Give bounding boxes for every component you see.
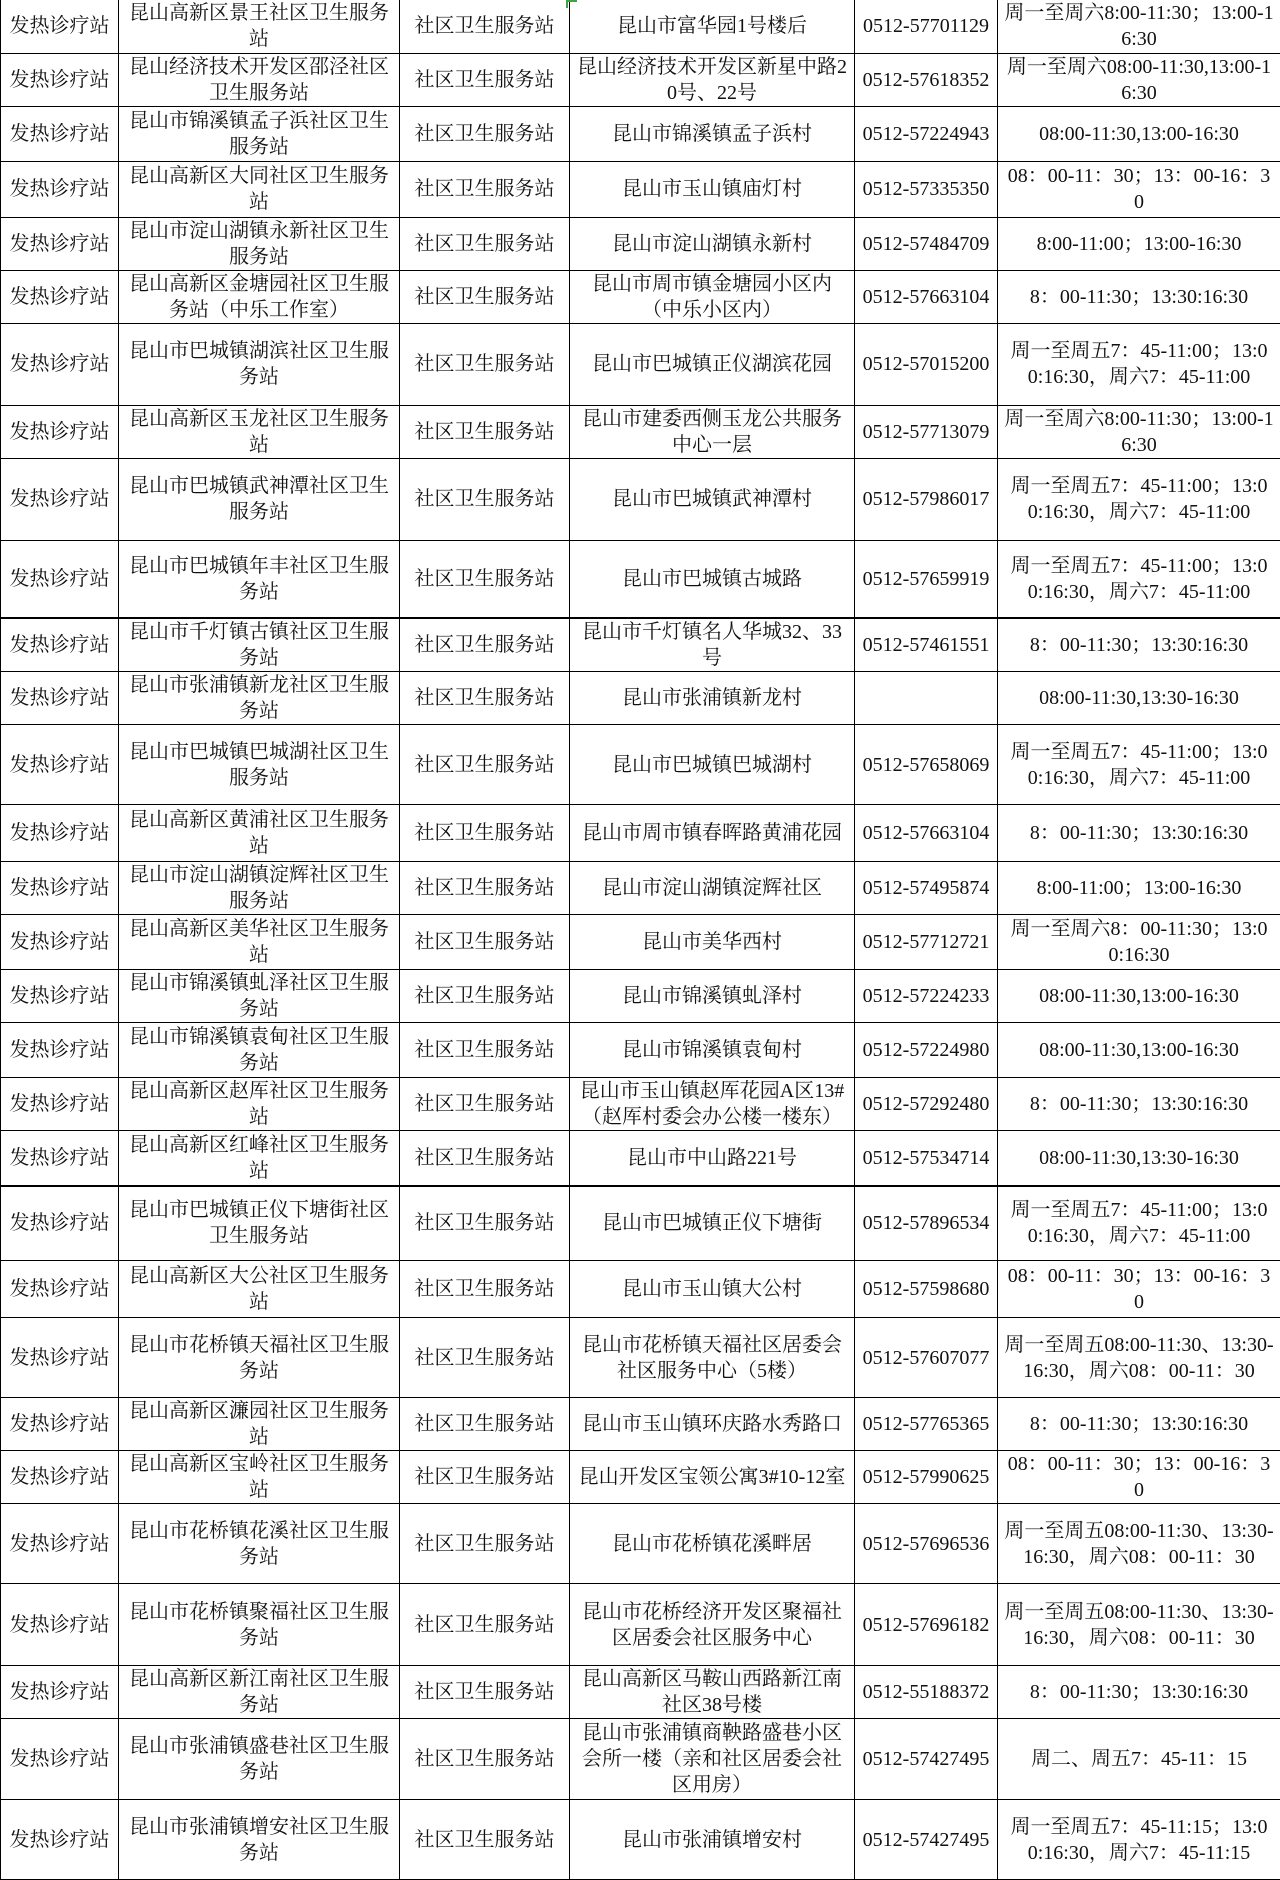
station-category-cell: 发热诊疗站: [1, 1186, 119, 1261]
phone-cell: [855, 672, 998, 725]
phone-cell: 0512-57663104: [855, 270, 998, 323]
table-row: [1, 1398, 1280, 1451]
station-name-cell: 昆山市巴城镇巴城湖社区卫生服务站: [119, 725, 400, 805]
hours-cell: 8：00-11:30；13:30:16:30: [998, 805, 1280, 862]
hours-cell: 08:00-11:30,13:00-16:30: [998, 970, 1280, 1023]
address-cell: 昆山市张浦镇增安村: [570, 1800, 855, 1880]
station-type-cell: 社区卫生服务站: [400, 1078, 570, 1131]
station-type-cell: 社区卫生服务站: [400, 1318, 570, 1398]
station-type-cell: 社区卫生服务站: [400, 1719, 570, 1800]
hours-cell: 08:00-11:30,13:30-16:30: [998, 1131, 1280, 1186]
station-name-cell: 昆山高新区美华社区卫生服务站: [119, 915, 400, 970]
phone-cell: 0512-57292480: [855, 1078, 998, 1131]
phone-cell: 0512-57990625: [855, 1451, 998, 1504]
address-cell: 昆山市花桥镇花溪畔居: [570, 1504, 855, 1584]
station-name-cell: 昆山高新区大公社区卫生服务站: [119, 1261, 400, 1318]
address-cell: 昆山市淀山湖镇淀辉社区: [570, 862, 855, 915]
address-cell: 昆山市美华西村: [570, 915, 855, 970]
station-name-cell: 昆山高新区金塘园社区卫生服务站（中乐工作室）: [119, 270, 400, 323]
hours-cell: 08：00-11：30；13：00-16：30: [998, 161, 1280, 217]
station-type-cell: 社区卫生服务站: [400, 618, 570, 672]
table-row: [1, 1504, 1280, 1584]
table-row: [1, 458, 1280, 540]
station-category-cell: 发热诊疗站: [1, 540, 119, 618]
station-category-cell: 发热诊疗站: [1, 1666, 119, 1719]
station-name-cell: 昆山高新区玉龙社区卫生服务站: [119, 405, 400, 458]
station-type-cell: 社区卫生服务站: [400, 540, 570, 618]
station-category-cell: 发热诊疗站: [1, 1261, 119, 1318]
station-type-cell: 社区卫生服务站: [400, 1800, 570, 1880]
address-cell: 昆山市千灯镇名人华城32、33号: [570, 618, 855, 672]
station-category-cell: 发热诊疗站: [1, 1584, 119, 1666]
address-cell: 昆山市玉山镇大公村: [570, 1261, 855, 1318]
station-category-cell: 发热诊疗站: [1, 1504, 119, 1584]
station-name-cell: 昆山市花桥镇花溪社区卫生服务站: [119, 1504, 400, 1584]
station-category-cell: 发热诊疗站: [1, 1023, 119, 1078]
phone-cell: 0512-57484709: [855, 217, 998, 270]
address-cell: 昆山市周市镇金塘园小区内（中乐小区内）: [570, 270, 855, 323]
address-cell: 昆山市周市镇春晖路黄浦花园: [570, 805, 855, 862]
table-row: [1, 161, 1280, 217]
phone-cell: 0512-55188372: [855, 1666, 998, 1719]
station-name-cell: 昆山市淀山湖镇永新社区卫生服务站: [119, 217, 400, 270]
table-row: [1, 1451, 1280, 1504]
phone-cell: 0512-57696182: [855, 1584, 998, 1666]
address-cell: 昆山市张浦镇新龙村: [570, 672, 855, 725]
station-name-cell: 昆山高新区濂园社区卫生服务站: [119, 1398, 400, 1451]
phone-cell: 0512-57495874: [855, 862, 998, 915]
phone-cell: 0512-57618352: [855, 53, 998, 106]
table-row: [1, 915, 1280, 970]
table-row: [1, 106, 1280, 161]
phone-cell: 0512-57986017: [855, 458, 998, 540]
station-type-cell: 社区卫生服务站: [400, 725, 570, 805]
table-row: [1, 862, 1280, 915]
station-name-cell: 昆山市淀山湖镇淀辉社区卫生服务站: [119, 862, 400, 915]
table-row: [1, 1078, 1280, 1131]
station-name-cell: 昆山市张浦镇新龙社区卫生服务站: [119, 672, 400, 725]
fever-clinic-table-body: [1, 0, 1280, 1880]
table-row: [1, 1318, 1280, 1398]
hours-cell: 08:00-11:30,13:00-16:30: [998, 1023, 1280, 1078]
address-cell: 昆山市中山路221号: [570, 1131, 855, 1186]
table-row: [1, 1584, 1280, 1666]
station-category-cell: 发热诊疗站: [1, 1451, 119, 1504]
hours-cell: 周一至周六8:00-11:30；13:00-16:30: [998, 0, 1280, 53]
station-name-cell: 昆山市锦溪镇虬泽社区卫生服务站: [119, 970, 400, 1023]
station-category-cell: 发热诊疗站: [1, 217, 119, 270]
station-category-cell: 发热诊疗站: [1, 0, 119, 53]
station-type-cell: 社区卫生服务站: [400, 405, 570, 458]
station-category-cell: 发热诊疗站: [1, 672, 119, 725]
table-row: [1, 540, 1280, 618]
station-category-cell: 发热诊疗站: [1, 1318, 119, 1398]
table-row: [1, 1719, 1280, 1800]
hours-cell: 周一至周六8:00-11:30；13:00-16:30: [998, 405, 1280, 458]
station-category-cell: 发热诊疗站: [1, 915, 119, 970]
table-row: [1, 217, 1280, 270]
address-cell: 昆山经济技术开发区新星中路20号、22号: [570, 53, 855, 106]
station-category-cell: 发热诊疗站: [1, 1398, 119, 1451]
address-cell: 昆山市玉山镇庙灯村: [570, 161, 855, 217]
address-cell: 昆山市巴城镇巴城湖村: [570, 725, 855, 805]
station-name-cell: 昆山高新区黄浦社区卫生服务站: [119, 805, 400, 862]
station-category-cell: 发热诊疗站: [1, 1719, 119, 1800]
station-name-cell: 昆山市锦溪镇孟子浜社区卫生服务站: [119, 106, 400, 161]
table-row: [1, 53, 1280, 106]
station-type-cell: 社区卫生服务站: [400, 1261, 570, 1318]
hours-cell: 08:00-11:30,13:00-16:30: [998, 106, 1280, 161]
station-name-cell: 昆山高新区红峰社区卫生服务站: [119, 1131, 400, 1186]
station-name-cell: 昆山市花桥镇天福社区卫生服务站: [119, 1318, 400, 1398]
address-cell: 昆山市巴城镇古城路: [570, 540, 855, 618]
table-row: [1, 323, 1280, 405]
address-cell: 昆山市锦溪镇袁甸村: [570, 1023, 855, 1078]
station-category-cell: 发热诊疗站: [1, 1800, 119, 1880]
station-name-cell: 昆山高新区宝岭社区卫生服务站: [119, 1451, 400, 1504]
station-category-cell: 发热诊疗站: [1, 53, 119, 106]
hours-cell: 周一至周五7：45-11:00；13:00:16:30，周六7：45-11:00: [998, 323, 1280, 405]
hours-cell: 周二、周五7：45-11：15: [998, 1719, 1280, 1800]
station-type-cell: 社区卫生服务站: [400, 161, 570, 217]
station-type-cell: 社区卫生服务站: [400, 862, 570, 915]
hours-cell: 8：00-11:30；13:30:16:30: [998, 1398, 1280, 1451]
hours-cell: 8：00-11:30；13:30:16:30: [998, 1078, 1280, 1131]
table-row: [1, 618, 1280, 672]
station-type-cell: 社区卫生服务站: [400, 1398, 570, 1451]
table-row: [1, 1023, 1280, 1078]
station-name-cell: 昆山市千灯镇古镇社区卫生服务站: [119, 618, 400, 672]
hours-cell: 周一至周五08:00-11:30、13:30-16:30，周六08：00-11：30: [998, 1504, 1280, 1584]
address-cell: 昆山市淀山湖镇永新村: [570, 217, 855, 270]
station-type-cell: 社区卫生服务站: [400, 270, 570, 323]
address-cell: 昆山高新区马鞍山西路新江南社区38号楼: [570, 1666, 855, 1719]
station-category-cell: 发热诊疗站: [1, 725, 119, 805]
table-row: [1, 1131, 1280, 1186]
hours-cell: 8：00-11:30；13:30:16:30: [998, 1666, 1280, 1719]
hours-cell: 08：00-11：30；13：00-16：30: [998, 1261, 1280, 1318]
table-row: [1, 805, 1280, 862]
table-row: [1, 725, 1280, 805]
station-category-cell: 发热诊疗站: [1, 1078, 119, 1131]
station-type-cell: 社区卫生服务站: [400, 458, 570, 540]
station-name-cell: 昆山市巴城镇正仪下塘街社区卫生服务站: [119, 1186, 400, 1261]
address-cell: 昆山市富华园1号楼后: [570, 0, 855, 53]
station-name-cell: 昆山市巴城镇武神潭社区卫生服务站: [119, 458, 400, 540]
address-cell: 昆山开发区宝领公寓3#10-12室: [570, 1451, 855, 1504]
station-name-cell: 昆山市张浦镇盛巷社区卫生服务站: [119, 1719, 400, 1800]
phone-cell: 0512-57015200: [855, 323, 998, 405]
station-type-cell: 社区卫生服务站: [400, 1023, 570, 1078]
station-name-cell: 昆山经济技术开发区邵泾社区卫生服务站: [119, 53, 400, 106]
hours-cell: 周一至周五7：45-11:00；13:00:16:30，周六7：45-11:00: [998, 725, 1280, 805]
phone-cell: 0512-57713079: [855, 405, 998, 458]
address-cell: 昆山市建委西侧玉龙公共服务中心一层: [570, 405, 855, 458]
phone-cell: 0512-57765365: [855, 1398, 998, 1451]
phone-cell: 0512-57598680: [855, 1261, 998, 1318]
table-row: [1, 1186, 1280, 1261]
table-row: [1, 1261, 1280, 1318]
phone-cell: 0512-57461551: [855, 618, 998, 672]
station-type-cell: 社区卫生服务站: [400, 217, 570, 270]
station-type-cell: 社区卫生服务站: [400, 915, 570, 970]
station-name-cell: 昆山高新区景王社区卫生服务站: [119, 0, 400, 53]
table-row: [1, 970, 1280, 1023]
hours-cell: 周一至周六8：00-11:30；13:00:16:30: [998, 915, 1280, 970]
phone-cell: 0512-57335350: [855, 161, 998, 217]
phone-cell: 0512-57427495: [855, 1719, 998, 1800]
station-category-cell: 发热诊疗站: [1, 106, 119, 161]
phone-cell: 0512-57663104: [855, 805, 998, 862]
station-name-cell: 昆山高新区大同社区卫生服务站: [119, 161, 400, 217]
hours-cell: 8:00-11:00；13:00-16:30: [998, 217, 1280, 270]
hours-cell: 08：00-11：30；13：00-16：30: [998, 1451, 1280, 1504]
address-cell: 昆山市花桥镇天福社区居委会社区服务中心（5楼）: [570, 1318, 855, 1398]
hours-cell: 8:00-11:00；13:00-16:30: [998, 862, 1280, 915]
phone-cell: 0512-57658069: [855, 725, 998, 805]
address-cell: 昆山市巴城镇武神潭村: [570, 458, 855, 540]
hours-cell: 周一至周五7：45-11:00；13:00:16:30，周六7：45-11:00: [998, 1186, 1280, 1261]
station-type-cell: 社区卫生服务站: [400, 970, 570, 1023]
station-type-cell: 社区卫生服务站: [400, 1504, 570, 1584]
table-row: [1, 270, 1280, 323]
address-cell: 昆山市花桥经济开发区聚福社区居委会社区服务中心: [570, 1584, 855, 1666]
phone-cell: 0512-57224980: [855, 1023, 998, 1078]
station-type-cell: 社区卫生服务站: [400, 1131, 570, 1186]
hours-cell: 8：00-11:30；13:30:16:30: [998, 618, 1280, 672]
station-type-cell: 社区卫生服务站: [400, 1451, 570, 1504]
station-category-cell: 发热诊疗站: [1, 1131, 119, 1186]
hours-cell: 周一至周五08:00-11:30、13:30-16:30，周六08：00-11：30: [998, 1318, 1280, 1398]
station-type-cell: 社区卫生服务站: [400, 106, 570, 161]
table-row: [1, 0, 1280, 53]
phone-cell: 0512-57224233: [855, 970, 998, 1023]
station-type-cell: 社区卫生服务站: [400, 672, 570, 725]
phone-cell: 0512-57712721: [855, 915, 998, 970]
station-type-cell: 社区卫生服务站: [400, 805, 570, 862]
address-cell: 昆山市锦溪镇孟子浜村: [570, 106, 855, 161]
phone-cell: 0512-57696536: [855, 1504, 998, 1584]
phone-cell: 0512-57607077: [855, 1318, 998, 1398]
table-row: [1, 405, 1280, 458]
phone-cell: 0512-57224943: [855, 106, 998, 161]
phone-cell: 0512-57659919: [855, 540, 998, 618]
hours-cell: 周一至周五7：45-11:00；13:00:16:30，周六7：45-11:00: [998, 458, 1280, 540]
hours-cell: 周一至周五7：45-11:00；13:00:16:30，周六7：45-11:00: [998, 540, 1280, 618]
hours-cell: 08:00-11:30,13:30-16:30: [998, 672, 1280, 725]
phone-cell: 0512-57534714: [855, 1131, 998, 1186]
station-category-cell: 发热诊疗站: [1, 862, 119, 915]
address-cell: 昆山市张浦镇商鞅路盛巷小区会所一楼（亲和社区居委会社区用房）: [570, 1719, 855, 1800]
address-cell: 昆山市巴城镇正仪下塘街: [570, 1186, 855, 1261]
address-cell: 昆山市玉山镇环庆路水秀路口: [570, 1398, 855, 1451]
table-row: [1, 1666, 1280, 1719]
station-category-cell: 发热诊疗站: [1, 970, 119, 1023]
station-category-cell: 发热诊疗站: [1, 161, 119, 217]
station-category-cell: 发热诊疗站: [1, 618, 119, 672]
phone-cell: 0512-57701129: [855, 0, 998, 53]
address-cell: 昆山市巴城镇正仪湖滨花园: [570, 323, 855, 405]
station-name-cell: 昆山市巴城镇湖滨社区卫生服务站: [119, 323, 400, 405]
phone-cell: 0512-57896534: [855, 1186, 998, 1261]
station-name-cell: 昆山高新区赵厍社区卫生服务站: [119, 1078, 400, 1131]
station-type-cell: 社区卫生服务站: [400, 1584, 570, 1666]
station-type-cell: 社区卫生服务站: [400, 1666, 570, 1719]
station-category-cell: 发热诊疗站: [1, 405, 119, 458]
phone-cell: 0512-57427495: [855, 1800, 998, 1880]
station-category-cell: 发热诊疗站: [1, 805, 119, 862]
hours-cell: 周一至周五08:00-11:30、13:30-16:30，周六08：00-11：30: [998, 1584, 1280, 1666]
table-row: [1, 672, 1280, 725]
station-category-cell: 发热诊疗站: [1, 323, 119, 405]
station-name-cell: 昆山市巴城镇年丰社区卫生服务站: [119, 540, 400, 618]
station-type-cell: 社区卫生服务站: [400, 323, 570, 405]
station-type-cell: 社区卫生服务站: [400, 53, 570, 106]
station-category-cell: 发热诊疗站: [1, 458, 119, 540]
station-type-cell: 社区卫生服务站: [400, 0, 570, 53]
hours-cell: 周一至周六08:00-11:30,13:00-16:30: [998, 53, 1280, 106]
hours-cell: 周一至周五7：45-11:15；13:00:16:30，周六7：45-11:15: [998, 1800, 1280, 1880]
address-cell: 昆山市玉山镇赵厍花园A区13#（赵厍村委会办公楼一楼东）: [570, 1078, 855, 1131]
station-name-cell: 昆山市花桥镇聚福社区卫生服务站: [119, 1584, 400, 1666]
address-cell: 昆山市锦溪镇虬泽村: [570, 970, 855, 1023]
station-name-cell: 昆山市锦溪镇袁甸社区卫生服务站: [119, 1023, 400, 1078]
station-type-cell: 社区卫生服务站: [400, 1186, 570, 1261]
station-name-cell: 昆山市张浦镇增安社区卫生服务站: [119, 1800, 400, 1880]
station-category-cell: 发热诊疗站: [1, 270, 119, 323]
hours-cell: 8：00-11:30；13:30:16:30: [998, 270, 1280, 323]
station-name-cell: 昆山高新区新江南社区卫生服务站: [119, 1666, 400, 1719]
